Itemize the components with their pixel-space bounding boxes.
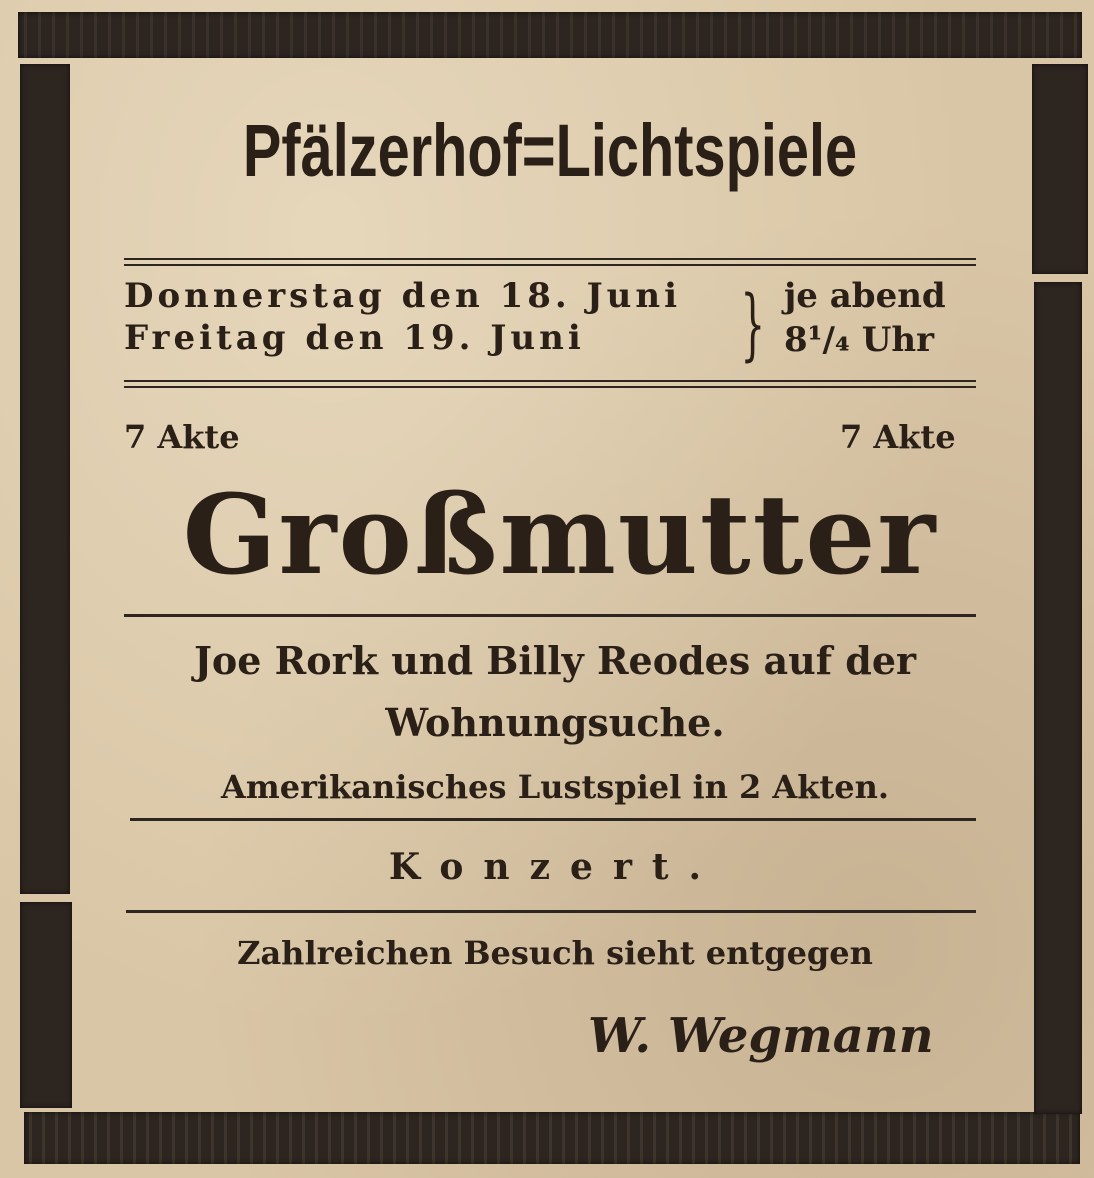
second-film-line-2: Wohnungsuche. [385,700,725,745]
cinema-title: Pfälzerhof=Lichtspiele [242,109,858,192]
double-rule-top [124,258,976,266]
closing-line: Zahlreichen Besuch sieht entgegen [237,934,873,972]
second-film-line-1: Joe Rork und Billy Reodes auf der [193,638,917,683]
rule-after-concert [126,910,976,913]
double-rule-middle [124,380,976,388]
border-right-lower [1034,282,1082,1114]
border-left-upper [20,64,70,894]
time-line-2: 8¹/₄ Uhr [784,320,934,360]
feature-film-title: Großmutter [182,470,938,599]
second-film-note: Amerikanisches Lustspiel in 2 Akten. [221,768,889,806]
rule-after-feature [124,614,976,617]
time-line-1: je abend [784,276,946,316]
border-bottom [24,1112,1080,1164]
date-line-2: Freitag den 19. Juni [124,318,585,358]
signature: W. Wegmann [588,1008,934,1064]
rule-before-concert [130,818,976,821]
brace-icon: } [740,280,766,370]
akte-left: 7 Akte [124,418,240,456]
concert-label: Konzert. [388,846,722,888]
border-right-upper [1032,64,1088,274]
date-line-1: Donnerstag den 18. Juni [124,276,682,316]
border-left-lower [20,902,72,1108]
border-top [18,12,1082,58]
akte-right: 7 Akte [840,418,956,456]
